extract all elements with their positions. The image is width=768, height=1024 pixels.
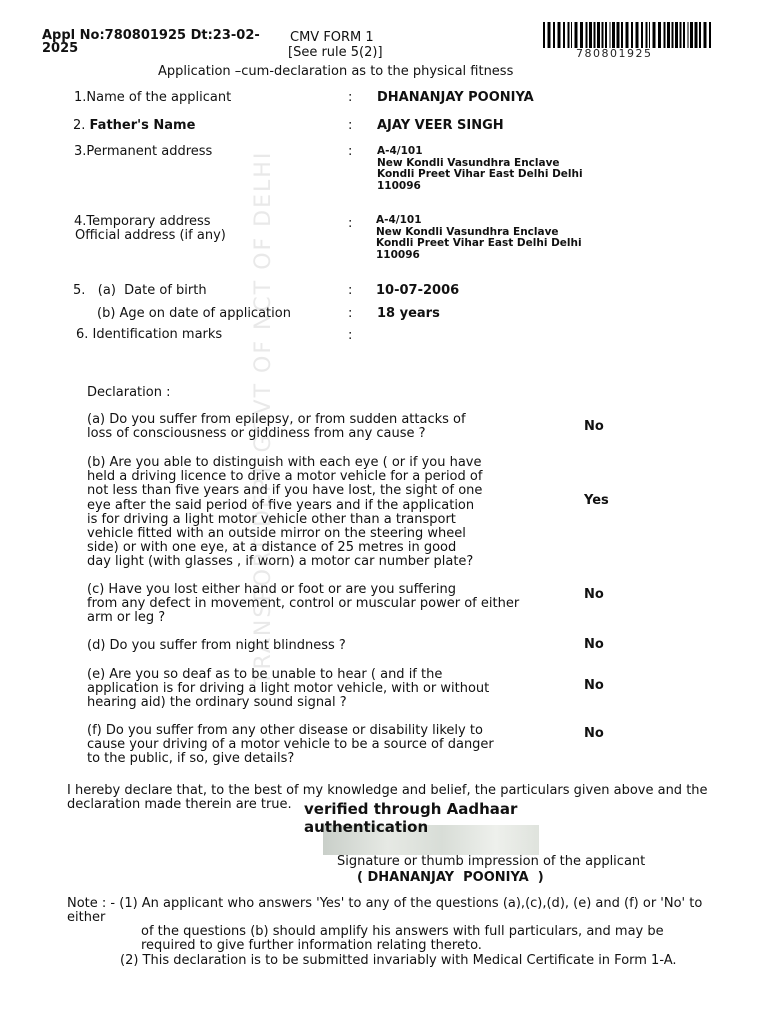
- barcode-bar: [575, 22, 578, 48]
- barcode-bar: [688, 22, 689, 48]
- barcode-bar: [580, 22, 583, 48]
- field-label-father: 2. Father's Name: [73, 118, 196, 133]
- barcode-bar: [664, 22, 666, 48]
- barcode-bar: [563, 22, 565, 48]
- field-label-name: 1.Name of the applicant: [74, 90, 232, 105]
- question-b: (b) Are you able to distinguish with each eye ( or if you have held a driving licence to drive a motor vehicle for a period of not less than five years and if you have lost, the sight of one eye after the said period of five years and if the application is for driving a light motor vehicle other than a transport vehicle fitted with an outside mirror on the steering wheel side) or with one eye, at a distance of 25 metres in good day light (with glasses , if worn) a motor car number plate?: [87, 455, 483, 570]
- barcode-bar: [646, 22, 648, 48]
- field-value-name: DHANANJAY POONIYA: [377, 90, 534, 105]
- aadhaar-verification: verified through Aadhaar authentication: [304, 800, 518, 836]
- barcode-bar: [709, 22, 711, 48]
- note-1: Note : - (1) An applicant who answers 'Yes' to any of the questions (a),(c),(d), (e) and (f) or 'No' to either: [67, 896, 703, 925]
- form-subtitle: Application –cum-declaration as to the physical fitness: [158, 64, 514, 79]
- barcode-bar: [683, 22, 685, 48]
- barcode-bar: [571, 22, 572, 48]
- rule-reference: [See rule 5(2)]: [288, 45, 383, 60]
- barcode-bar: [548, 22, 551, 48]
- field-value-age: 18 years: [377, 306, 440, 321]
- colon: :: [348, 216, 353, 231]
- barcode-bar: [594, 22, 596, 48]
- barcode-bar: [597, 22, 600, 48]
- barcode-bar: [690, 22, 693, 48]
- barcode-bar: [589, 22, 592, 48]
- answer-b: Yes: [584, 493, 609, 508]
- barcode-bar: [641, 22, 643, 48]
- colon: :: [348, 328, 353, 343]
- question-d: (d) Do you suffer from night blindness ?: [87, 638, 346, 653]
- barcode-bar: [672, 22, 674, 48]
- question-f: (f) Do you suffer from any other disease or disability likely to cause your driving of a motor vehicle to be a source of danger to the public, if so, give details?: [87, 723, 494, 767]
- answer-e: No: [584, 678, 604, 693]
- declaration-heading: Declaration :: [87, 385, 171, 400]
- barcode-bar: [610, 22, 611, 48]
- answer-a: No: [584, 419, 604, 434]
- field-label-identification: 6. Identification marks: [76, 327, 223, 342]
- answer-f: No: [584, 726, 604, 741]
- question-e: (e) Are you so deaf as to be unable to hear ( and if the application is for driving a light motor vehicle, with or without hearing aid) the ordinary sound signal ?: [87, 667, 490, 711]
- barcode-bar: [680, 22, 682, 48]
- field-label-dob: 5. (a) Date of birth: [73, 283, 207, 298]
- barcode-bar: [699, 22, 701, 48]
- barcode-bar: [621, 22, 623, 48]
- barcode-bar: [605, 22, 607, 48]
- barcode-bar: [553, 22, 555, 48]
- field-value-permanent-address: A-4/101 New Kondli Vasundhra Enclave Kondli Preet Vihar East Delhi Delhi 110096: [377, 145, 583, 192]
- barcode-bar: [617, 22, 620, 48]
- barcode-bar: [704, 22, 707, 48]
- colon: :: [348, 144, 353, 159]
- note-1-continued: of the questions (b) should amplify his answers with full particulars, and may be required to give further information relating thereto.: [141, 924, 664, 953]
- colon: :: [348, 90, 353, 105]
- field-label-permanent-address: 3.Permanent address: [74, 144, 213, 159]
- field-value-temporary-address: A-4/101 New Kondli Vasundhra Enclave Kondli Preet Vihar East Delhi Delhi 110096: [376, 214, 582, 261]
- barcode-bar: [602, 22, 604, 48]
- barcode-bar: [649, 22, 650, 48]
- signature-name: ( DHANANJAY POONIYA ): [357, 870, 544, 885]
- barcode: [543, 22, 713, 48]
- barcode-bar: [631, 22, 633, 48]
- answer-d: No: [584, 637, 604, 652]
- barcode-bar: [636, 22, 639, 48]
- answer-c: No: [584, 587, 604, 602]
- barcode-bar: [667, 22, 670, 48]
- barcode-bar: [612, 22, 615, 48]
- colon: :: [348, 118, 353, 133]
- barcode-bar: [695, 22, 698, 48]
- barcode-bar: [675, 22, 678, 48]
- barcode-bar: [626, 22, 629, 48]
- declaration-statement: I hereby declare that, to the best of my knowledge and belief, the particulars given above and the declaration made therein are true.: [67, 783, 708, 812]
- question-a: (a) Do you suffer from epilepsy, or from sudden attacks of loss of consciousness or giddiness from any cause ?: [87, 412, 466, 442]
- question-c: (c) Have you lost either hand or foot or are you suffering from any defect in movement, control or muscular power of either arm or leg ?: [87, 582, 520, 626]
- field-value-father: AJAY VEER SINGH: [377, 118, 504, 133]
- barcode-number: 780801925: [576, 47, 653, 60]
- field-label-temporary-address: 4.Temporary address Official address (if any): [74, 214, 226, 243]
- application-number: Appl No:780801925 Dt:23-02- 2025: [42, 28, 260, 56]
- barcode-bar: [658, 22, 661, 48]
- form-title: CMV FORM 1: [290, 30, 374, 45]
- barcode-bar: [653, 22, 656, 48]
- colon: :: [348, 283, 353, 298]
- field-label-age: (b) Age on date of application: [97, 306, 291, 321]
- barcode-bar: [568, 22, 570, 48]
- field-value-dob: 10-07-2006: [376, 283, 460, 298]
- barcode-bar: [586, 22, 588, 48]
- barcode-bar: [543, 22, 545, 48]
- note-2: (2) This declaration is to be submitted invariably with Medical Certificate in Form 1-A.: [120, 953, 677, 968]
- colon: :: [348, 306, 353, 321]
- barcode-bar: [558, 22, 561, 48]
- signature-caption: Signature or thumb impression of the applicant: [337, 854, 646, 869]
